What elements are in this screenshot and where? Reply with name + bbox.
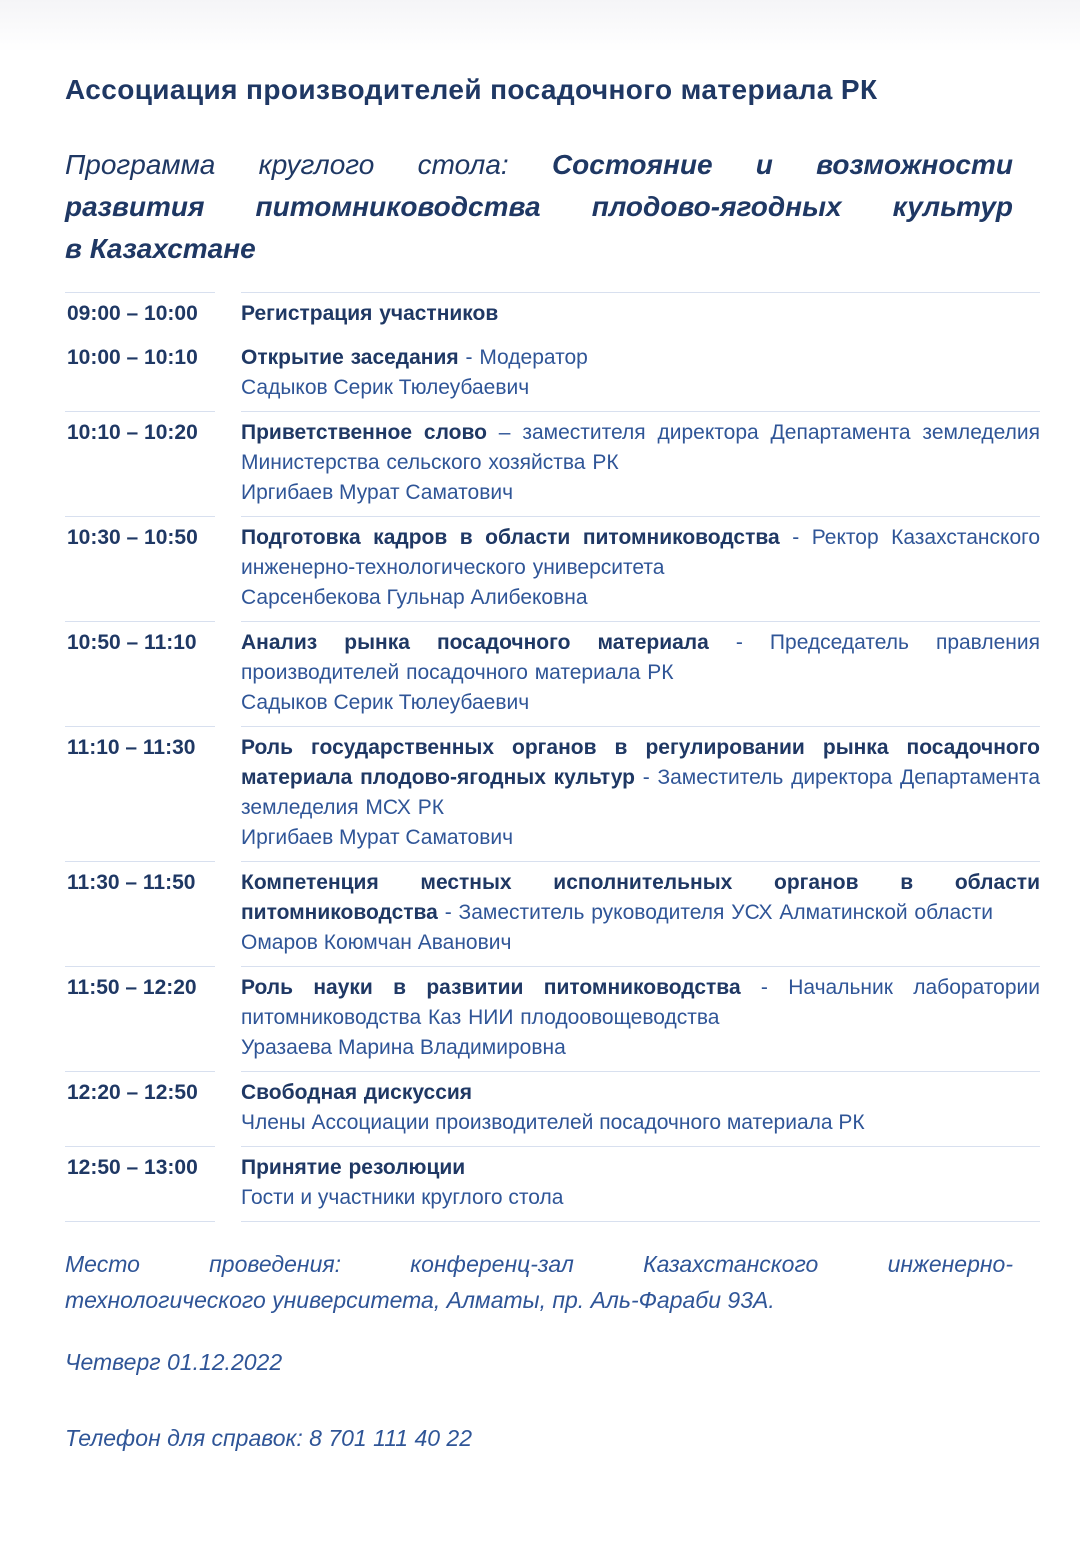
schedule-item-text bbox=[241, 299, 1040, 329]
schedule-item-text bbox=[241, 418, 1040, 478]
schedule-item-title: Подготовка кадров в области питомниководства bbox=[241, 526, 780, 549]
schedule-description bbox=[241, 966, 1040, 1071]
schedule-row bbox=[65, 1146, 1040, 1221]
schedule-item-title: Анализ рынка посадочного материала bbox=[241, 631, 709, 654]
column-gap bbox=[215, 292, 241, 337]
schedule-item-title: Роль государственных органов в регулировании рынка посадочного материала плодово-ягодных культур bbox=[241, 736, 1040, 789]
schedule-description bbox=[241, 516, 1040, 621]
schedule-time: 12:50 – 13:00 bbox=[65, 1146, 215, 1221]
schedule-row bbox=[65, 966, 1040, 1071]
schedule-description bbox=[241, 337, 1040, 411]
schedule-item-title: Регистрация участников bbox=[241, 302, 499, 325]
schedule-item-text bbox=[241, 523, 1040, 583]
schedule-row bbox=[65, 726, 1040, 861]
schedule-person: Члены Ассоциации производителей посадочного материала РК bbox=[241, 1111, 865, 1134]
program-subtitle-title-part1: Состояние и возможности bbox=[551, 149, 1013, 180]
schedule-person: Иргибаев Мурат Саматович bbox=[241, 481, 514, 504]
schedule-item-desc: - Заместитель директора Департамента земледелия МСХ РК bbox=[241, 766, 1040, 819]
schedule-item-text bbox=[241, 628, 1040, 688]
schedule-row bbox=[65, 516, 1040, 621]
column-gap bbox=[215, 1071, 241, 1146]
schedule-item-text bbox=[241, 343, 1040, 373]
schedule-item-title: Открытие заседания bbox=[241, 346, 459, 369]
schedule-time: 11:30 – 11:50 bbox=[65, 861, 215, 966]
schedule-description bbox=[241, 292, 1040, 337]
schedule-row bbox=[65, 861, 1040, 966]
schedule-time: 10:10 – 10:20 bbox=[65, 411, 215, 516]
schedule-item-desc: – заместителя директора Департамента земледелия Министерства сельского хозяйства РК bbox=[241, 421, 1040, 474]
schedule-row bbox=[65, 337, 1040, 411]
phone-text: Телефон для справок: 8 701 111 40 22 bbox=[65, 1425, 473, 1451]
venue-line1: Место проведения: конференц-зал Казахстанского инженерно- bbox=[65, 1251, 1013, 1277]
schedule-item-title: Роль науки в развитии питомниководства bbox=[241, 976, 741, 999]
program-subtitle-line2: развития питомниководства плодово-ягодных культур bbox=[65, 191, 1013, 222]
schedule-item-desc: - Ректор Казахстанского инженерно-технологического университета bbox=[241, 526, 1041, 579]
schedule-item-desc: - Председатель правления производителей посадочного материала РК bbox=[241, 631, 1040, 684]
schedule-description bbox=[241, 411, 1040, 516]
event-date: Четверг 01.12.2022 bbox=[65, 1349, 283, 1375]
schedule-item-desc: - Модератор bbox=[458, 346, 588, 369]
schedule-description bbox=[241, 1146, 1040, 1221]
column-gap bbox=[215, 516, 241, 621]
schedule-table bbox=[65, 292, 1040, 1222]
schedule-item-text bbox=[241, 733, 1040, 823]
venue-text bbox=[65, 1246, 1013, 1318]
schedule-item-desc: - Начальник лаборатории питомниководства Каз НИИ плодоовощеводства bbox=[241, 976, 1040, 1029]
column-gap bbox=[215, 861, 241, 966]
schedule-table-bottom-border bbox=[65, 1221, 1040, 1222]
schedule-description bbox=[241, 861, 1040, 966]
schedule-time: 12:20 – 12:50 bbox=[65, 1071, 215, 1146]
column-gap bbox=[215, 726, 241, 861]
program-subtitle-prefix: Программа круглого стола: bbox=[65, 149, 552, 180]
column-gap bbox=[215, 1146, 241, 1221]
schedule-row bbox=[65, 292, 1040, 337]
schedule-person: Сарсенбекова Гульнар Алибековна bbox=[241, 586, 588, 609]
schedule-time: 11:50 – 12:20 bbox=[65, 966, 215, 1071]
schedule-time: 10:30 – 10:50 bbox=[65, 516, 215, 621]
schedule-time: 09:00 – 10:00 bbox=[65, 292, 215, 337]
column-gap bbox=[215, 337, 241, 411]
schedule-person: Садыков Серик Тюлеубаевич bbox=[241, 691, 530, 714]
schedule-description bbox=[241, 1071, 1040, 1146]
venue-line2: технологического университета, Алматы, пр. Аль-Фараби 93А. bbox=[65, 1287, 775, 1313]
schedule-row bbox=[65, 621, 1040, 726]
schedule-time: 11:10 – 11:30 bbox=[65, 726, 215, 861]
schedule-item-text bbox=[241, 1153, 1040, 1183]
schedule-item-title: Приветственное слово bbox=[241, 421, 487, 444]
program-subtitle-line3: в Казахстане bbox=[65, 233, 256, 264]
schedule-item-desc: - Заместитель руководителя УСХ Алматинской области bbox=[437, 901, 993, 924]
schedule-person: Садыков Серик Тюлеубаевич bbox=[241, 376, 530, 399]
program-subtitle-line1 bbox=[65, 144, 1013, 186]
footer bbox=[65, 1246, 1013, 1456]
page-title: Ассоциация производителей посадочного материала РК bbox=[65, 74, 878, 105]
schedule-item-text bbox=[241, 868, 1040, 928]
program-subtitle bbox=[65, 144, 1013, 270]
schedule-item-title: Свободная дискуссия bbox=[241, 1081, 473, 1104]
schedule-item-title: Компетенция местных исполнительных органов в области питомниководства bbox=[241, 871, 1040, 924]
column-gap bbox=[215, 411, 241, 516]
schedule-description bbox=[241, 726, 1040, 861]
schedule-item-text bbox=[241, 1078, 1040, 1108]
schedule-description bbox=[241, 621, 1040, 726]
schedule-person: Уразаева Марина Владимировна bbox=[241, 1036, 566, 1059]
schedule-row bbox=[65, 1071, 1040, 1146]
schedule-item-text bbox=[241, 973, 1040, 1033]
schedule-row bbox=[65, 411, 1040, 516]
schedule-person: Гости и участники круглого стола bbox=[241, 1186, 564, 1209]
column-gap bbox=[215, 621, 241, 726]
schedule-item-title: Принятие резолюции bbox=[241, 1156, 466, 1179]
schedule-time: 10:50 – 11:10 bbox=[65, 621, 215, 726]
schedule-person: Омаров Коюмчан Аванович bbox=[241, 931, 512, 954]
column-gap bbox=[215, 966, 241, 1071]
schedule-person: Иргибаев Мурат Саматович bbox=[241, 826, 514, 849]
schedule-time: 10:00 – 10:10 bbox=[67, 346, 198, 369]
